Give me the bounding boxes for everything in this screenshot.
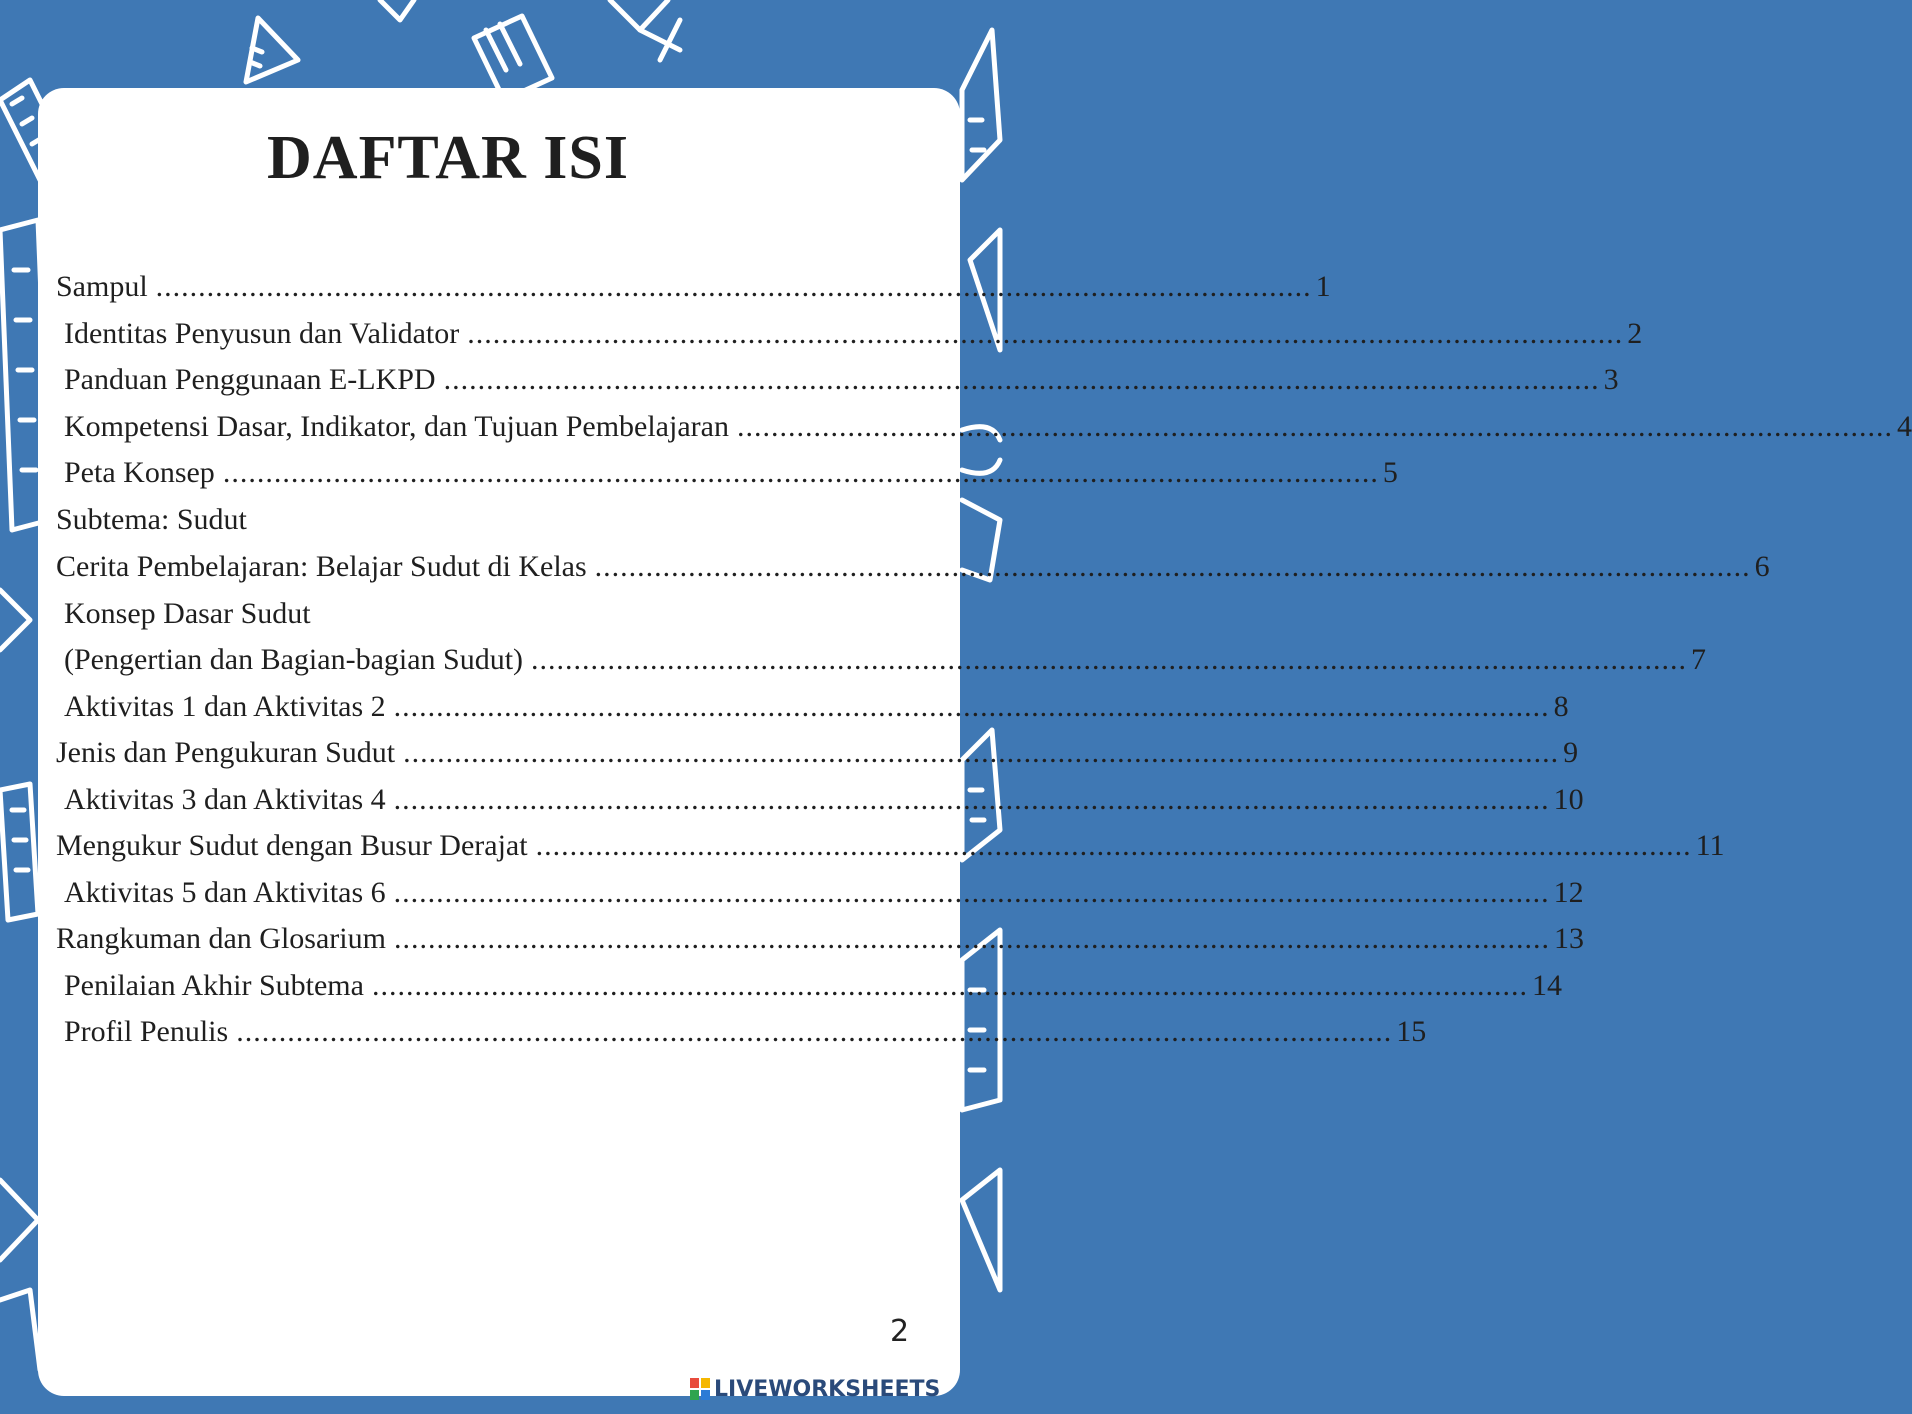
toc-entry-label: Rangkuman dan Glosarium (56, 922, 386, 955)
toc-leader-dots: ........................................................................................................................................ (467, 317, 1624, 350)
toc-entry[interactable] (64, 643, 1707, 683)
toc-entry-label: Panduan Penggunaan E-LKPD (64, 363, 436, 396)
toc-page-number: 15 (1396, 1015, 1427, 1048)
toc-leader-dots: ........................................................................................................................................ (403, 736, 1560, 769)
toc-entry-label: Aktivitas 3 dan Aktivitas 4 (64, 783, 386, 816)
toc-leader-dots: ........................................................................................................................................ (393, 876, 1550, 909)
toc-entry[interactable] (64, 363, 1619, 403)
toc-leader-dots: ........................................................................................................................................ (371, 969, 1528, 1002)
toc-entry-label: Peta Konsep (64, 456, 215, 489)
toc-leader-dots: ........................................................................................................................................ (236, 1015, 1393, 1048)
toc-entry-label: Aktivitas 1 dan Aktivitas 2 (64, 690, 386, 723)
toc-page-number: 10 (1553, 783, 1584, 816)
toc-entry-label: Kompetensi Dasar, Indikator, dan Tujuan Pembelajaran (64, 410, 729, 443)
toc-entry-label: Subtema: Sudut (56, 503, 247, 536)
liveworksheets-logo-icon (690, 1378, 710, 1400)
toc-page-number: 12 (1553, 876, 1584, 909)
toc-entry[interactable] (56, 270, 1331, 310)
toc-entry[interactable] (64, 456, 1398, 496)
toc-page-number: 5 (1382, 456, 1398, 489)
toc-entry[interactable] (56, 550, 1770, 590)
toc-page-number: 3 (1603, 363, 1619, 396)
toc-entry-label: Aktivitas 5 dan Aktivitas 6 (64, 876, 386, 909)
toc-page-number: 7 (1691, 643, 1707, 676)
toc-entry[interactable] (64, 1015, 1427, 1055)
brand-name: LIVEWORKSHEETS (714, 1376, 941, 1402)
toc-page-number: 8 (1553, 690, 1569, 723)
toc-leader-dots: ........................................................................................................................................ (222, 456, 1379, 489)
toc-entry[interactable] (56, 922, 1584, 962)
toc-leader-dots: ........................................................................................................................................ (393, 783, 1550, 816)
toc-entry[interactable] (64, 317, 1643, 357)
toc-entry-label: Identitas Penyusun dan Validator (64, 317, 460, 350)
toc-entry[interactable] (64, 783, 1584, 823)
toc-leader-dots: ........................................................................................................................................ (736, 410, 1893, 443)
toc-entry-label: Mengukur Sudut dengan Busur Derajat (56, 829, 528, 862)
toc-entry-label: (Pengertian dan Bagian-bagian Sudut) (64, 643, 524, 676)
toc-entry[interactable] (64, 410, 1912, 450)
toc-section-heading (56, 503, 936, 543)
toc-entry[interactable] (64, 969, 1562, 1009)
toc-entry[interactable] (56, 829, 1725, 869)
toc-page-number: 4 (1896, 410, 1912, 443)
toc-entry-label: Cerita Pembelajaran: Belajar Sudut di Kelas (56, 550, 587, 583)
toc-page-number: 6 (1754, 550, 1770, 583)
toc-entry-label: Sampul (56, 270, 148, 303)
toc-leader-dots: ........................................................................................................................................ (531, 643, 1688, 676)
toc-leader-dots: ........................................................................................................................................ (535, 829, 1692, 862)
toc-entry-label: Penilaian Akhir Subtema (64, 969, 364, 1002)
toc-page-number: 1 (1315, 270, 1331, 303)
toc-leader-dots: ........................................................................................................................................ (393, 922, 1550, 955)
toc-entry[interactable] (56, 736, 1579, 776)
toc-leader-dots: ........................................................................................................................................ (393, 690, 1550, 723)
toc-page-number: 14 (1531, 969, 1562, 1002)
toc-page-number: 11 (1695, 829, 1725, 862)
toc-section-heading (64, 597, 936, 637)
page-number: 2 (890, 1314, 910, 1349)
toc-page-number: 2 (1627, 317, 1643, 350)
toc-entry[interactable] (64, 690, 1569, 730)
toc-entry-label: Jenis dan Pengukuran Sudut (56, 736, 396, 769)
toc-leader-dots: ........................................................................................................................................ (155, 270, 1312, 303)
page-title: DAFTAR ISI (267, 124, 629, 192)
toc-leader-dots: ........................................................................................................................................ (443, 363, 1600, 396)
toc-leader-dots: ........................................................................................................................................ (594, 550, 1751, 583)
toc-page-number: 9 (1563, 736, 1579, 769)
toc-entry-label: Konsep Dasar Sudut (64, 597, 311, 630)
toc-entry[interactable] (64, 876, 1584, 916)
toc-page-number: 13 (1553, 922, 1584, 955)
toc-entry-label: Profil Penulis (64, 1015, 229, 1048)
liveworksheets-watermark[interactable] (690, 1374, 990, 1404)
